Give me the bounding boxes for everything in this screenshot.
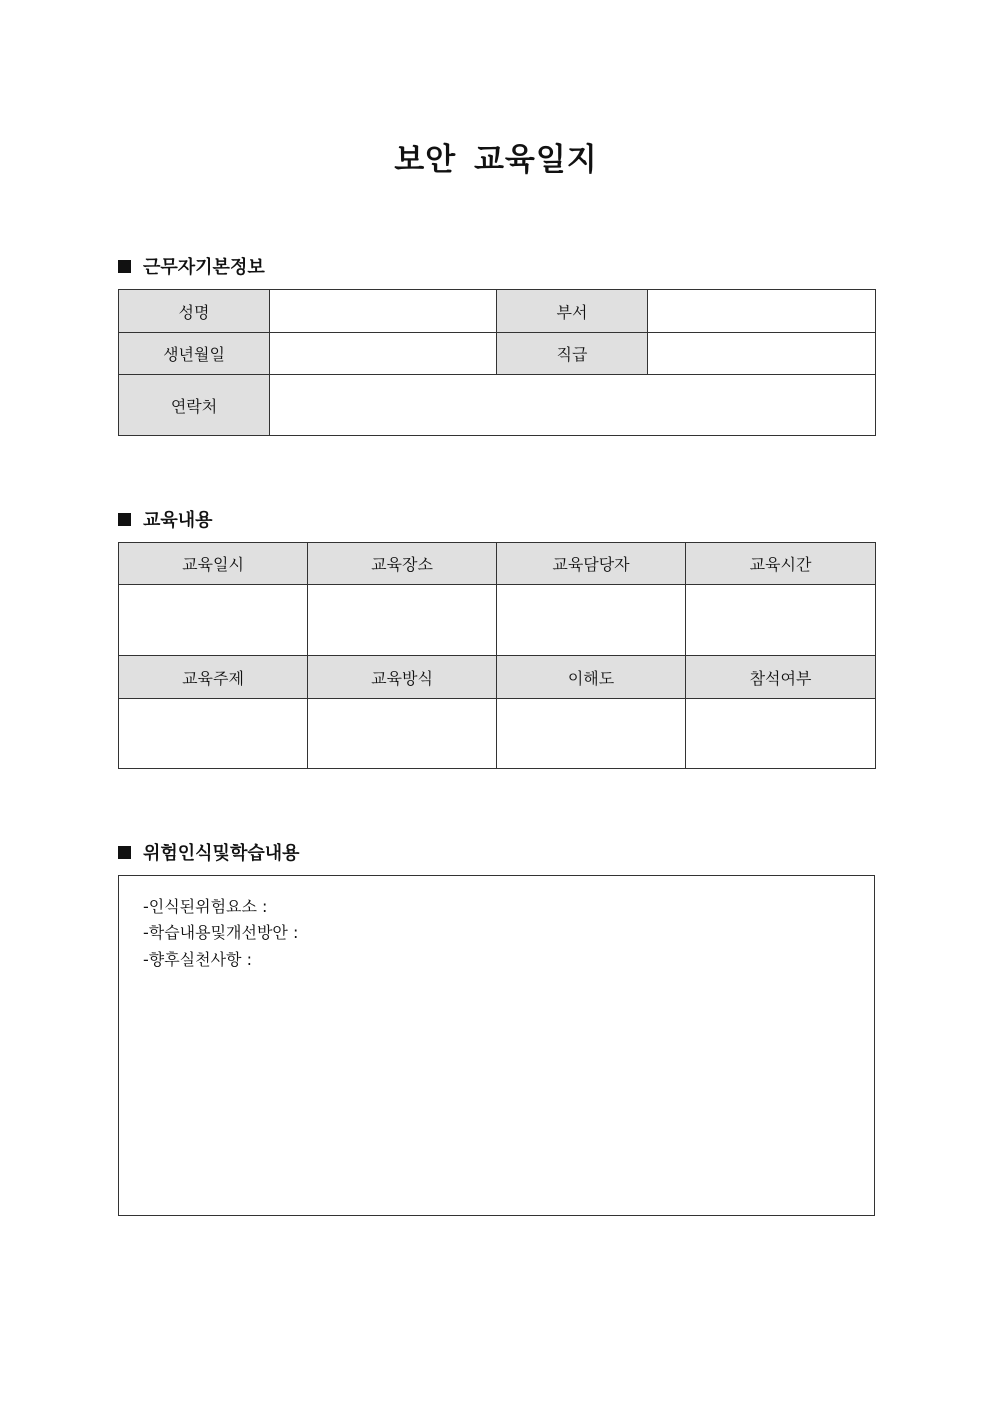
education-table xyxy=(118,542,876,769)
learning-improvement-line: -학습내용및개선방안 : xyxy=(143,923,299,942)
comprehension-field[interactable] xyxy=(497,699,686,769)
education-topic-field[interactable] xyxy=(119,699,308,769)
square-bullet-icon xyxy=(118,513,131,526)
worker-info-heading xyxy=(118,253,265,279)
education-heading xyxy=(118,506,213,532)
contact-label: 연락처 xyxy=(119,375,270,436)
education-instructor-header: 교육담당자 xyxy=(497,543,686,585)
risk-heading-text: 위험인식및학습내용 xyxy=(143,843,300,864)
education-method-field[interactable] xyxy=(308,699,497,769)
name-field[interactable] xyxy=(270,290,497,333)
attendance-field[interactable] xyxy=(686,699,876,769)
worker-info-table xyxy=(118,289,876,436)
department-field[interactable] xyxy=(648,290,876,333)
risk-heading xyxy=(118,839,300,865)
education-place-field[interactable] xyxy=(308,585,497,656)
future-action-line: -향후실천사항 : xyxy=(143,950,252,969)
position-label: 직급 xyxy=(497,333,648,375)
position-field[interactable] xyxy=(648,333,876,375)
risk-notes-box[interactable] xyxy=(118,875,875,1216)
square-bullet-icon xyxy=(118,260,131,273)
education-date-field[interactable] xyxy=(119,585,308,656)
name-label: 성명 xyxy=(119,290,270,333)
birthdate-label: 생년월일 xyxy=(119,333,270,375)
contact-field[interactable] xyxy=(270,375,876,436)
education-topic-header: 교육주제 xyxy=(119,656,308,699)
worker-info-heading-text: 근무자기본정보 xyxy=(143,257,265,278)
education-instructor-field[interactable] xyxy=(497,585,686,656)
attendance-header: 참석여부 xyxy=(686,656,876,699)
education-place-header: 교육장소 xyxy=(308,543,497,585)
department-label: 부서 xyxy=(497,290,648,333)
education-duration-header: 교육시간 xyxy=(686,543,876,585)
education-date-header: 교육일시 xyxy=(119,543,308,585)
education-duration-field[interactable] xyxy=(686,585,876,656)
square-bullet-icon xyxy=(118,846,131,859)
comprehension-header: 이해도 xyxy=(497,656,686,699)
document-title: 보안 교육일지 xyxy=(394,142,598,178)
education-heading-text: 교육내용 xyxy=(143,510,213,531)
birthdate-field[interactable] xyxy=(270,333,497,375)
identified-risk-line: -인식된위험요소 : xyxy=(143,897,268,916)
education-method-header: 교육방식 xyxy=(308,656,497,699)
